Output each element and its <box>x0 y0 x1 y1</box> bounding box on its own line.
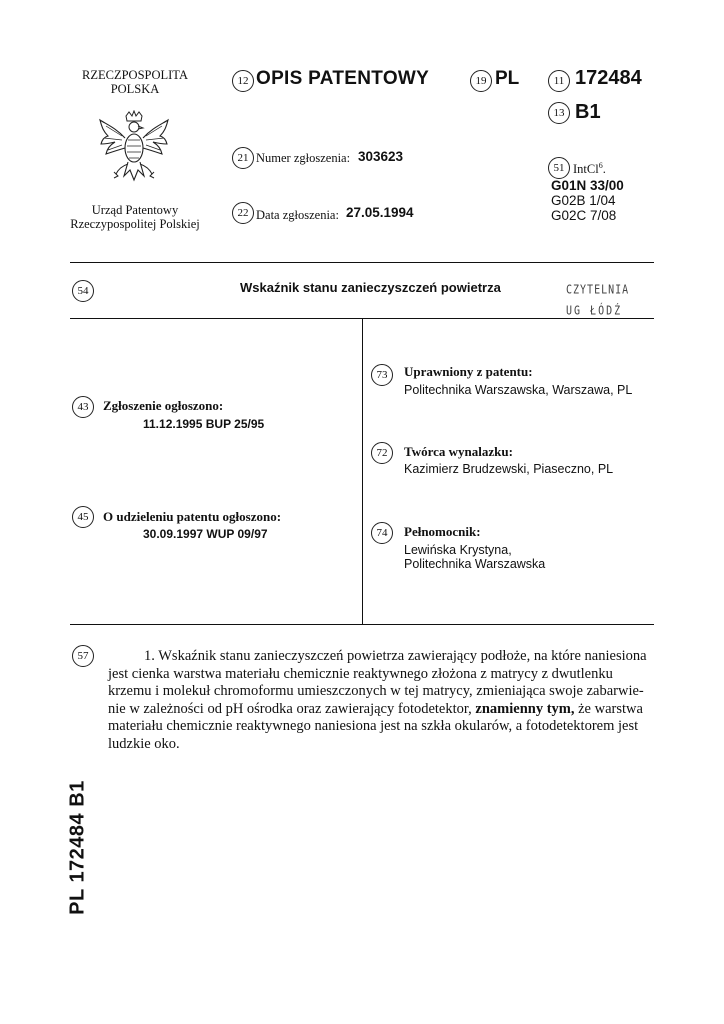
inid-code-13: 13 <box>548 102 570 124</box>
inid-code-43: 43 <box>72 396 94 418</box>
attorney-label: Pełnomocnik: <box>404 524 481 539</box>
claim-line-4-text: nie w zależności od pH ośrodka oraz zawierający fotodetektor, <box>108 700 472 717</box>
filing-date: 27.05.1994 <box>346 205 414 220</box>
int-cl-label <box>573 161 606 177</box>
patent-office-name <box>50 203 220 231</box>
inid-code-51: 51 <box>548 157 570 179</box>
inid-code-19: 19 <box>470 70 492 92</box>
eagle-emblem-icon <box>98 110 170 190</box>
inid-code-74: 74 <box>371 522 393 544</box>
claim-line-2: jest cienka warstwa materiału chemicznie reaktywnego złożona z matrycy z dwutlenku <box>108 665 613 682</box>
claim-line-3: krzemu i molekuł chromoformu umieszczonych w tej matrycy, zmieniająca swoje zabarwie- <box>108 683 644 699</box>
inid-code-54: 54 <box>72 280 94 302</box>
inid-code-12: 12 <box>232 70 254 92</box>
application-number-label: Numer zgłoszenia: <box>256 151 351 165</box>
claim-text <box>108 648 646 753</box>
stamp-line-2: UG ŁÓDŹ <box>566 304 623 318</box>
application-number: 303623 <box>358 149 404 164</box>
country-name <box>60 68 210 96</box>
side-patent-label: PL 172484 B1 <box>66 780 89 915</box>
published-value: 11.12.1995 BUP 25/95 <box>143 417 265 431</box>
ipc-class-2: G02B 1/04 <box>551 193 616 208</box>
claim-line-5: materiału chemicznie reaktywnego naniesiona jest na szkła okularów, a fotodetektorem jest <box>108 718 639 734</box>
claim-characterising-phrase: znamienny tym, <box>475 700 575 717</box>
country-line-1: RZECZPOSPOLITA <box>82 68 188 82</box>
claim-line-4-end: że warstwa <box>578 700 643 717</box>
int-cl-period: . <box>602 162 606 177</box>
invention-title: Wskaźnik stanu zanieczyszczeń powietrza <box>240 280 501 295</box>
attorney-line-2: Politechnika Warszawska <box>404 557 546 571</box>
document-type: OPIS PATENTOWY <box>256 68 430 89</box>
owner-label: Uprawniony z patentu: <box>404 364 533 379</box>
inventor-label: Twórca wynalazku: <box>404 444 513 459</box>
int-cl-text: IntCl <box>573 162 599 177</box>
attorney-line-1: Lewińska Krystyna, <box>404 543 512 557</box>
office-line-2: Rzeczypospolitej Polskiej <box>70 217 200 231</box>
filing-date-label: Data zgłoszenia: <box>256 208 339 222</box>
claim-line-1: 1. Wskaźnik stanu zanieczyszczeń powietrza zawierający podłoże, na które naniesiona <box>144 648 647 664</box>
ipc-class-main: G01N 33/00 <box>551 178 624 193</box>
column-divider <box>362 318 363 624</box>
int-cl-edition: 6 <box>598 161 603 170</box>
ipc-class-3: G02C 7/08 <box>551 208 617 223</box>
claim-line-6: ludzkie oko. <box>108 735 180 752</box>
inid-code-73: 73 <box>371 364 393 386</box>
library-stamp <box>566 284 646 319</box>
patent-number: 172484 <box>575 67 642 89</box>
stamp-line-1: CZYTELNIA <box>566 283 630 297</box>
rule-bottom <box>70 624 654 625</box>
office-line-1: Urząd Patentowy <box>91 203 179 217</box>
country-code: PL <box>495 68 520 89</box>
inid-code-22: 22 <box>232 202 254 224</box>
granted-label: O udzieleniu patentu ogłoszono: <box>103 509 282 524</box>
ipc-classes <box>551 178 624 223</box>
owner-value: Politechnika Warszawska, Warszawa, PL <box>404 383 633 397</box>
inid-code-45: 45 <box>72 506 94 528</box>
country-line-2: POLSKA <box>110 82 160 96</box>
claim-line-4 <box>108 701 646 719</box>
published-label: Zgłoszenie ogłoszono: <box>103 398 224 413</box>
inventor-value: Kazimierz Brudzewski, Piaseczno, PL <box>404 462 614 476</box>
rule-top <box>70 262 654 263</box>
attorney-value <box>404 543 545 571</box>
inid-code-11: 11 <box>548 70 570 92</box>
inid-code-57: 57 <box>72 645 94 667</box>
kind-code: B1 <box>575 101 601 123</box>
inid-code-72: 72 <box>371 442 393 464</box>
inid-code-21: 21 <box>232 147 254 169</box>
granted-value: 30.09.1997 WUP 09/97 <box>143 527 268 541</box>
